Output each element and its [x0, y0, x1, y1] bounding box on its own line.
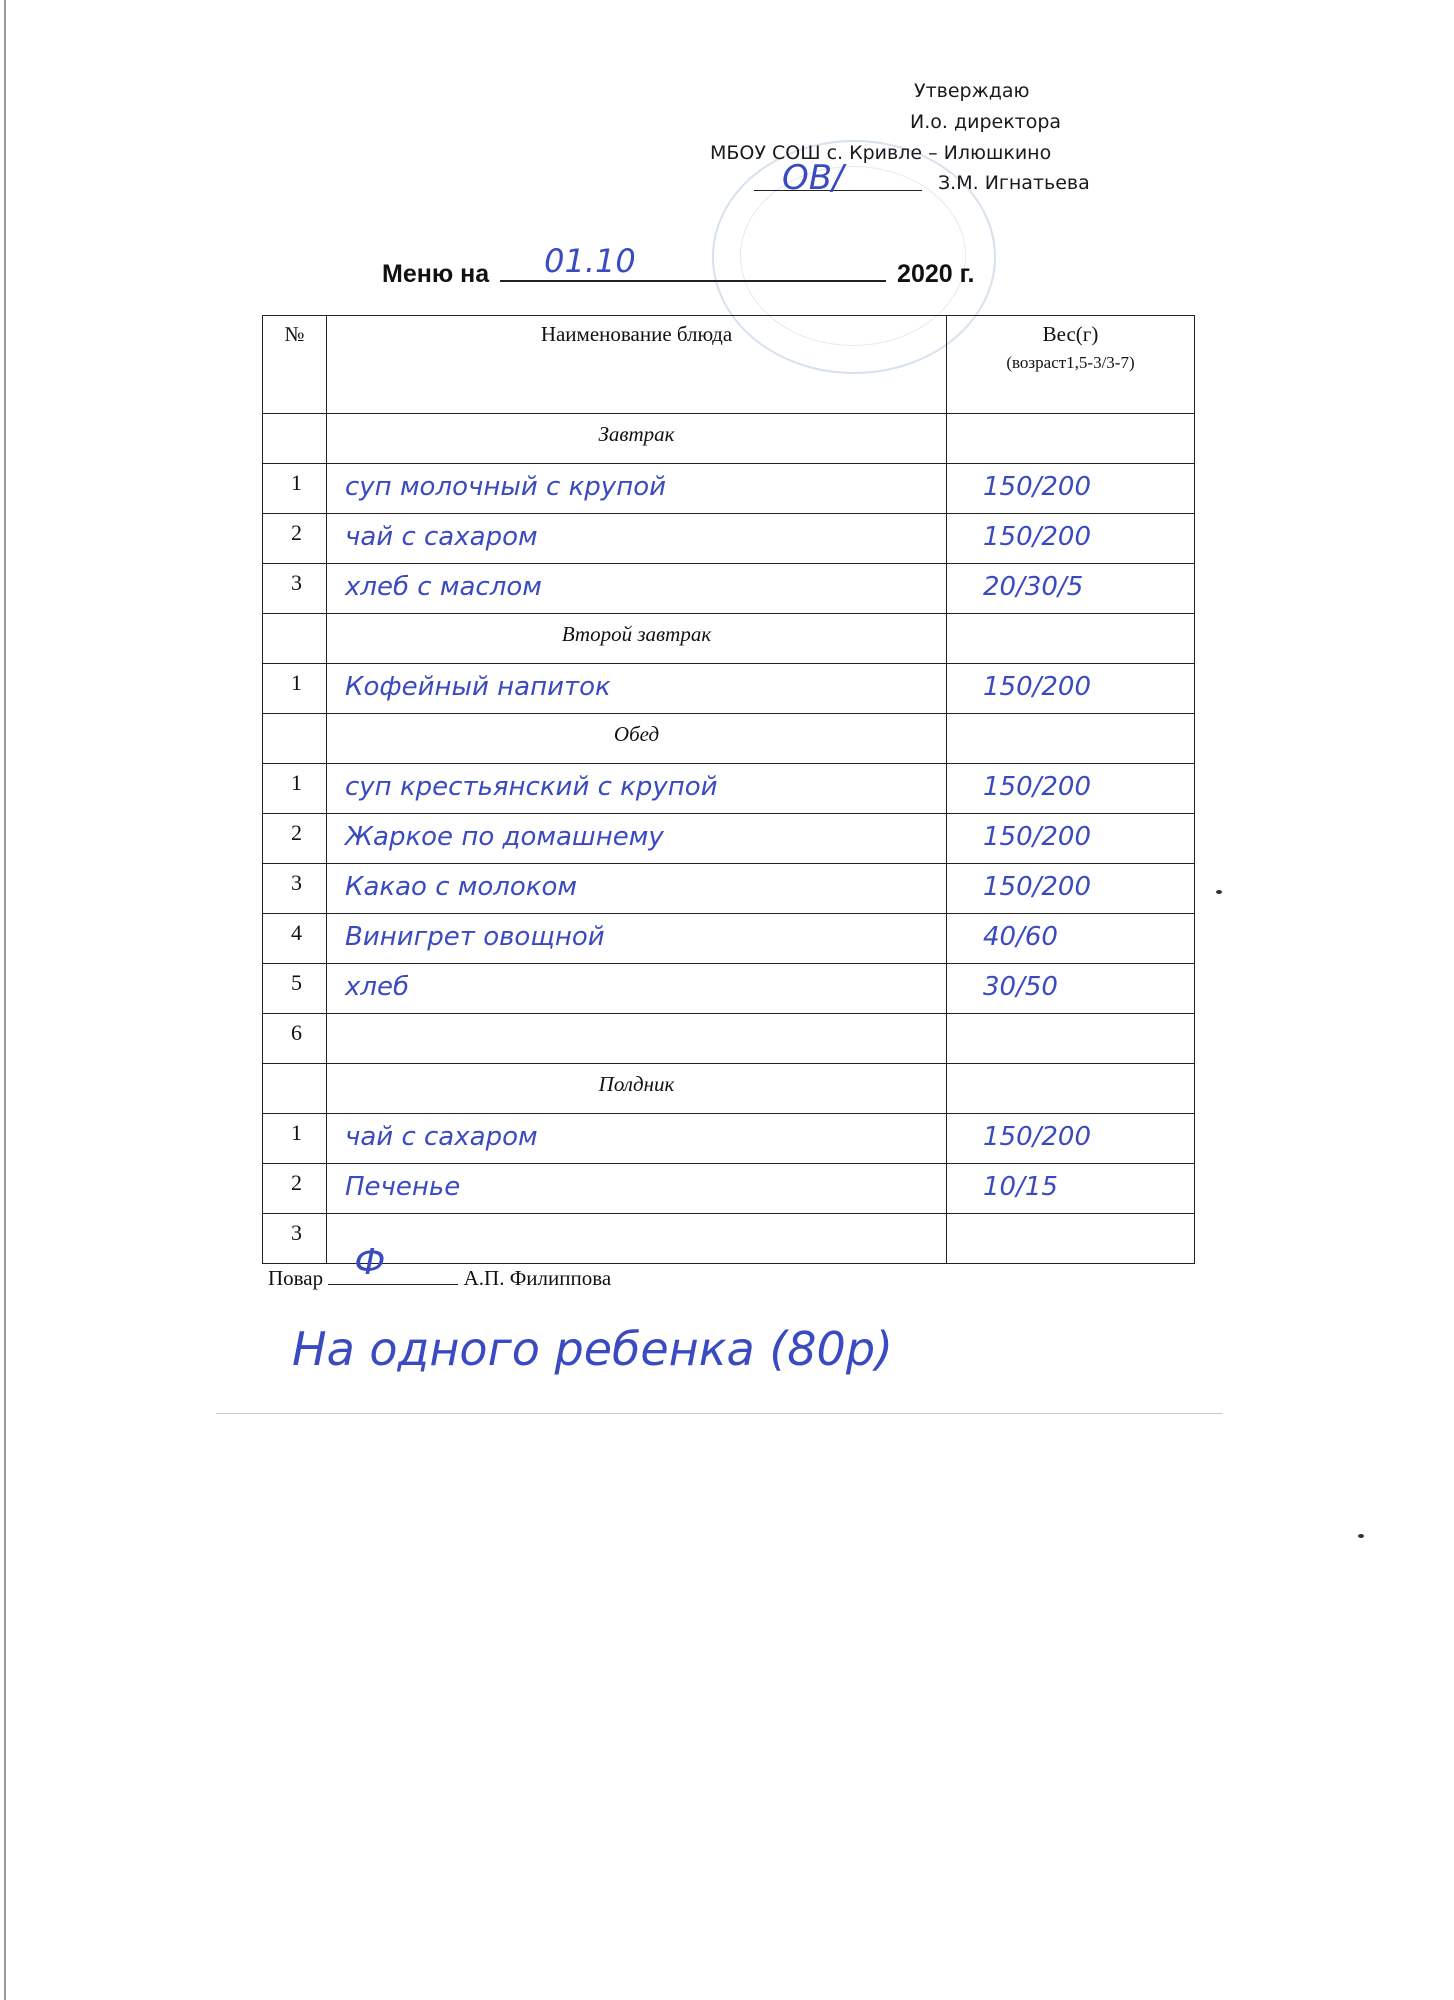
approval-line-2: И.о. директора: [910, 111, 1062, 133]
page-fold-line: [216, 1413, 1222, 1414]
row-number: 6: [263, 1014, 327, 1064]
dish-weight: 150/200: [947, 864, 1195, 914]
section-row: [263, 714, 1195, 764]
table-row: [263, 914, 1195, 964]
table-row: [263, 464, 1195, 514]
approval-line-3: МБОУ СОШ с. Кривле – Илюшкино: [710, 142, 1052, 164]
dish-weight: 150/200: [947, 664, 1195, 714]
section-num-cell: [263, 414, 327, 464]
dish-name: Жаркое по домашнему: [327, 814, 947, 864]
table-row: [263, 814, 1195, 864]
section-num-cell: [263, 714, 327, 764]
section-row: [263, 614, 1195, 664]
dish-name: Кофейный напиток: [327, 664, 947, 714]
table-row: [263, 1214, 1195, 1264]
menu-body: [263, 414, 1195, 1264]
title-suffix: 2020 г.: [897, 260, 975, 288]
section-weight-cell: [947, 414, 1195, 464]
date-handwritten: 01.10: [544, 242, 636, 280]
table-row: [263, 764, 1195, 814]
dish-weight: 150/200: [947, 814, 1195, 864]
dish-name: чай с сахаром: [327, 514, 947, 564]
table-row: [263, 864, 1195, 914]
dish-weight: 10/15: [947, 1164, 1195, 1214]
header-weight: [947, 316, 1195, 414]
dish-weight: 150/200: [947, 464, 1195, 514]
title-prefix: Меню на: [382, 260, 490, 288]
dish-weight: 40/60: [947, 914, 1195, 964]
section-label: Завтрак: [327, 414, 947, 464]
section-weight-cell: [947, 614, 1195, 664]
page-title: [382, 242, 975, 289]
menu-table: [262, 315, 1195, 1264]
row-number: 1: [263, 664, 327, 714]
row-number: 1: [263, 464, 327, 514]
dish-name: чай с сахаром: [327, 1114, 947, 1164]
table-row: [263, 664, 1195, 714]
header-num: №: [263, 316, 327, 414]
table-row: [263, 1114, 1195, 1164]
scan-speck: [1216, 890, 1222, 894]
section-label: Второй завтрак: [327, 614, 947, 664]
section-row: [263, 414, 1195, 464]
dish-name: [327, 1214, 947, 1264]
row-number: 4: [263, 914, 327, 964]
dish-name: Какао с молоком: [327, 864, 947, 914]
section-num-cell: [263, 614, 327, 664]
dish-weight: 30/50: [947, 964, 1195, 1014]
scan-edge: [4, 0, 6, 2000]
row-number: 3: [263, 864, 327, 914]
dish-weight: [947, 1014, 1195, 1064]
cook-line: [268, 1242, 612, 1291]
dish-name: суп крестьянский с крупой: [327, 764, 947, 814]
row-number: 3: [263, 1214, 327, 1264]
date-field: [500, 242, 886, 282]
director-signature: ОВ/: [782, 158, 844, 198]
approval-line-4: З.М. Игнатьева: [938, 172, 1090, 194]
cook-label: Повар: [268, 1266, 324, 1290]
row-number: 2: [263, 814, 327, 864]
dish-name: Винигрет овощной: [327, 914, 947, 964]
cook-name: А.П. Филиппова: [463, 1266, 612, 1290]
row-number: 2: [263, 1164, 327, 1214]
header-weight-label: Вес(г): [1042, 322, 1099, 346]
table-row: [263, 1164, 1195, 1214]
dish-weight: 150/200: [947, 514, 1195, 564]
dish-name: хлеб с маслом: [327, 564, 947, 614]
approval-line-1: Утверждаю: [914, 80, 1030, 102]
section-weight-cell: [947, 714, 1195, 764]
table-row: [263, 1014, 1195, 1064]
cook-signature-line: [328, 1242, 458, 1285]
table-header-row: [263, 316, 1195, 414]
row-number: 3: [263, 564, 327, 614]
dish-name: суп молочный с крупой: [327, 464, 947, 514]
header-name: Наименование блюда: [327, 316, 947, 414]
row-number: 5: [263, 964, 327, 1014]
row-number: 1: [263, 1114, 327, 1164]
dish-weight: 20/30/5: [947, 564, 1195, 614]
dish-weight: 150/200: [947, 764, 1195, 814]
section-weight-cell: [947, 1064, 1195, 1114]
cook-signature: Ф: [354, 1242, 386, 1283]
section-num-cell: [263, 1064, 327, 1114]
handwritten-note: На одного ребенка (80р): [292, 1322, 893, 1376]
scan-speck: [1358, 1534, 1364, 1538]
header-weight-sub: (возраст1,5-3/3-7): [1006, 353, 1135, 372]
row-number: 1: [263, 764, 327, 814]
dish-name: хлеб: [327, 964, 947, 1014]
section-label: Обед: [327, 714, 947, 764]
table-row: [263, 964, 1195, 1014]
dish-name: Печенье: [327, 1164, 947, 1214]
dish-weight: [947, 1214, 1195, 1264]
table-row: [263, 564, 1195, 614]
dish-name: [327, 1014, 947, 1064]
table-row: [263, 514, 1195, 564]
section-label: Полдник: [327, 1064, 947, 1114]
dish-weight: 150/200: [947, 1114, 1195, 1164]
row-number: 2: [263, 514, 327, 564]
section-row: [263, 1064, 1195, 1114]
